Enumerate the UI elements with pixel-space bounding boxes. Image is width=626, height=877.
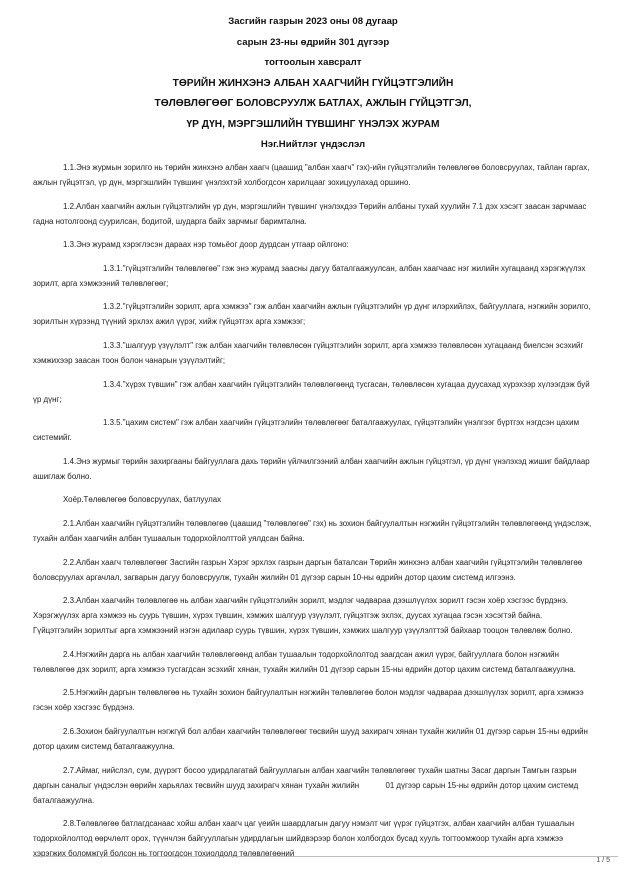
page-divider [33, 856, 618, 857]
header-line-1: Засгийн газрын 2023 оны 08 дугаар [228, 16, 398, 27]
paragraph-2-1: 2.1.Албан хаагчийн гүйцэтгэлийн төлөвлөгөө (цаашид "төлөвлөгөө" гэх) нь зохион байгуулалтын нэгжийн гүйцэтгэлийн төлөвлөгөөнд үндэслэж, тухайн албан хаагчийн албан тушаалын тодорхойлолттой уялдсан байна. [33, 518, 592, 543]
header-line-3: тогтоолын хавсралт [264, 57, 362, 68]
paragraph-2-4: 2.4.Нэгжийн дарга нь албан хаагчийн төлөвлөгөөнд албан тушаалын тодорхойлолтод заагдсан ажил үүрэг, байгууллага болон нэгжийн төлөвлөгөө дэх зорилт, арга хэмжээ тусгагдсан эсэхийг хянан, тухайн жилийн 01 дүгээр сарын 15-ны өдрийн дотор цахим системд баталгаажуулна. [33, 649, 576, 674]
paragraph-2-7: 2.7.Аймаг, нийслэл, сум, дүүрэгт босоо удирдлагатай байгууллагын албан хаагчийн төлөвлөгөөг тухайн шатны Засаг даргын Тамгын газрын даргын саналыг үндэслэн өөрийн харьялах төсвийн шууд захирагч хянан тухайн жилийн 01 дүгээр сарын 15-ны өдрийн дотор цахим системд баталгаажуулна. [33, 765, 581, 805]
header-line-2: сарын 23-ны өдрийн 301 дүгээр [236, 36, 390, 48]
document-title-line-3: ҮР ДҮН, МЭРГЭШЛИЙН ТҮВШИНГ ҮНЭЛЭХ ЖУРАМ [186, 118, 440, 130]
document-title-line-1: ТӨРИЙН ЖИНХЭНЭ АЛБАН ХААГЧИЙН ГҮЙЦЭТГЭЛИЙН [172, 77, 454, 89]
paragraph-1-3-5: 1.3.5."цахим систем" гэж албан хаагчийн гүйцэтгэлийн төлөвлөгөөг баталгаажуулах, гүйцэтгэлийн үнэлгээг бүртгэх нэгдсэн цахим системийг. [33, 418, 580, 443]
paragraph-1-3: 1.3.Энэ журамд хэрэглэсэн дараах нэр томьёог доор дурдсан утгаар ойлгоно: [63, 240, 349, 250]
paragraph-1-4: 1.4.Энэ журмыг төрийн захиргааны байгууллага дахь төрийн үйлчилгээний албан хаагчийн ажлын гүйцэтгэл, үр дүнг үнэлэхэд жишиг байдлаар ашиглаж болно. [33, 456, 590, 481]
paragraph-1-3-4: 1.3.4."хүрэх түвшин" гэж албан хаагчийн гүйцэтгэлийн төлөвлөгөөнд тусгасан, төлөвлөсөн хугацаа дуусахад хүрэхээр хүлээгдэж буй үр дүнг; [33, 379, 590, 404]
paragraph-1-2: 1.2.Албан хаагчийн ажлын гүйцэтгэлийн үр дүн, мэргэшлийн түвшинг үнэлэхдээ Төрийн албаны тухай хуулийн 7.1 дэх хэсэгт заасан зарчмаас гадна нотолгоонд суурилсан, бодитой, шударга байх зарчмыг баримтална. [33, 201, 587, 226]
paragraph-2-6: 2.6.Зохион байгуулалтын нэгжгүй бол албан хаагчийн төлөвлөгөөг төсвийн шууд захирагч хянан тухайн жилийн 01 дүгээр сарын 15-ны өдрийн дотор цахим системд баталгаажуулна. [33, 726, 588, 751]
page-number: 1 / 5 [596, 857, 610, 864]
paragraph-1-3-3: 1.3.3."шалгуур үзүүлэлт" гэж албан хаагчийн төлөвлөсөн гүйцэтгэлийн зорилт, арга хэмжээ төлөвлөсөн хугацаанд биелсэн эсэхийг хэмжихээр заасан тоон болон чанарын үзүүлэлтийг; [33, 340, 584, 365]
paragraph-2-2: 2.2.Албан хаагч төлөвлөгөөг Засгийн газрын Хэрэг эрхлэх газрын даргын баталсан Төрийн жинхэнэ албан хаагчийн гүйцэтгэлийн төлөвлөгөө боловсруулах аргачлал, загварын дагуу боловсруулж, тухайн жилийн 01 дүгээр сарын 10-ны өдрийн дотор цахим системд илгээнэ. [33, 557, 583, 582]
document-body [33, 160, 593, 870]
paragraph-1-3-1: 1.3.1."гүйцэтгэлийн төлөвлөгөө" гэж энэ журамд заасны дагуу баталгаажуулсан, албан хаагчаас нэг жилийн хугацаанд хэрэгжүүлэх зорилт, арга хэмжээний төлөвлөгөөг; [33, 263, 586, 288]
paragraph-2-5: 2.5.Нэгжийн даргын төлөвлөгөө нь тухайн зохион байгуулалтын нэгжийн төлөвлөгөө болон мэдлэг чадвараа дээшлүүлэх зорилт, арга хэмжээ гэсэн хоёр хэсгээс бүрдэнэ. [33, 688, 584, 713]
paragraph-2-3: 2.3.Албан хаагчийн төлөвлөгөө нь албан хаагчийн гүйцэтгэлийн зорилт, мэдлэг чадвараа дээшлүүлэх зорилт гэсэн хоёр хэсгээс бүрдэнэ. Хэрэгжүүлэх арга хэмжээ нь суурь түвшин, хүрэх түвшин, хэмжих шалгуур үзүүлэлт, гүйцэтгэж эхлэх, дуусах хугацаа гэсэн хэсэгтэй байна. Гүйцэтгэлийн зорилтыг арга хэмжээний нэгэн адилаар суурь түвшин, хүрэх түвшин, хэмжих шалгуур үзүүлэлттэй байхаар тооцон төлөвлөж болно. [33, 596, 573, 636]
section-2-heading: Хоёр.Төлөвлөгөө боловсруулах, батлуулах [63, 495, 222, 505]
section-heading: Нэг.Нийтлэг үндэслэл [260, 139, 366, 150]
paragraph-2-8: 2.8.Төлөвлөгөө батлагдсанаас хойш албан хаагч цаг үеийн шаардлагын дагуу нэмэлт чиг үүрэг гүйцэтгэх, албан хаагчийн албан тушаалын тодорхойлолтод өөрчлөлт орох, түүнчлэн байгууллагын удирдлагын шийдвэрээр болон холбогдох бусад хууль тогтоомжоор тухайн арга хэмжээ хэрэгжих боломжгүй болсон нь тогтоогдсон тохиолдолд төлөвлөгөөний [33, 819, 575, 859]
document-header [0, 14, 626, 158]
document-title-line-2: ТӨЛӨВЛӨГӨӨГ БОЛОВСРУУЛЖ БАТЛАХ, АЖЛЫН ГҮЙЦЭТГЭЛ, [154, 98, 472, 109]
paragraph-1-1: 1.1.Энэ журмын зорилго нь төрийн жинхэнэ албан хаагч (цаашид "албан хаагч" гэх)-ийн гүйцэтгэлийн төлөвлөгөө боловсруулах, тайлан гаргах, ажлын гүйцэтгэл, үр дүн, мэргэшлийн түвшинг үнэлэхтэй холбогдсон харилцааг зохицуулахад оршино. [33, 163, 590, 187]
paragraph-1-3-2: 1.3.2."гүйцэтгэлийн зорилт, арга хэмжээ" гэж албан хаагчийн ажлын гүйцэтгэлийн үр дүнг илэрхийлэх, байгууллага, нэгжийн зорилго, зорилтын хүрээнд түүний эрхлэх ажил үүрэг, хийж гүйцэтгэх арга хэмжээг; [33, 302, 591, 327]
